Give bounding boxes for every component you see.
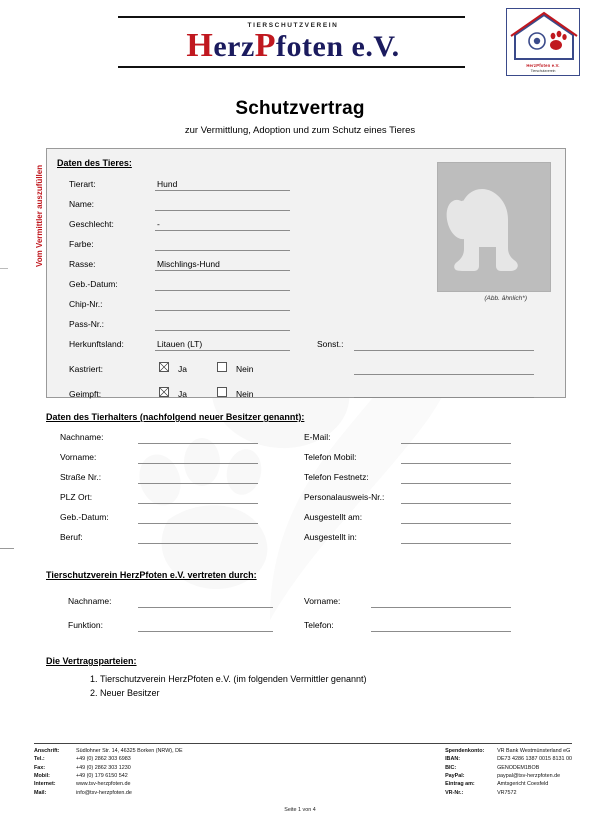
label-geimpft-ja: Ja bbox=[178, 389, 187, 399]
footer-value: Südlohner Str. 14, 46325 Borken (NRW), DE bbox=[76, 747, 183, 754]
label-sonst: Sonst.: bbox=[317, 339, 344, 349]
underline-ausgestellt-in[interactable] bbox=[401, 543, 511, 544]
list-item: 1. Tierschutzverein HerzPfoten e.V. (im folgenden Vermittler genannt) bbox=[100, 674, 566, 684]
holder-fields bbox=[46, 430, 566, 556]
underline-telefon-festnetz[interactable] bbox=[401, 483, 511, 484]
footer-key: PayPal: bbox=[445, 772, 465, 779]
label-chip-nr: Chip-Nr.: bbox=[69, 299, 103, 309]
underline-chip-nr[interactable] bbox=[155, 310, 290, 311]
dog-silhouette-icon bbox=[438, 163, 550, 291]
label-geschlecht: Geschlecht: bbox=[69, 219, 114, 229]
badge-house-icon bbox=[507, 9, 581, 65]
footer-value[interactable]: www.tsv-herzpfoten.de bbox=[76, 781, 131, 788]
label-plz-ort: PLZ Ort: bbox=[60, 492, 93, 502]
label-rasse: Rasse: bbox=[69, 259, 96, 269]
underline-plz-ort[interactable] bbox=[138, 503, 258, 504]
label-kastriert-ja: Ja bbox=[178, 364, 187, 374]
underline-name[interactable] bbox=[155, 210, 290, 211]
footer-value: GENODEM1BOB bbox=[497, 764, 540, 771]
vermittler-note: Vom Vermittler auszufüllen bbox=[35, 164, 44, 267]
logo-subtitle: TIERSCHUTZVEREIN bbox=[247, 22, 339, 29]
label-name: Name: bbox=[69, 199, 95, 209]
label-geimpft-nein: Nein bbox=[236, 389, 254, 399]
page-title: Schutzvertrag bbox=[235, 98, 365, 119]
logo-erz: erz bbox=[213, 30, 255, 63]
footer-key: Anschrift: bbox=[34, 747, 60, 754]
footer-value: +49 (0) 179 6150 542 bbox=[76, 772, 128, 779]
value-geschlecht[interactable]: - bbox=[157, 219, 160, 229]
footer-value: VR Bank Westmünsterland eG bbox=[497, 747, 571, 754]
underline-email[interactable] bbox=[401, 443, 511, 444]
logo-foten: foten e.V. bbox=[276, 30, 400, 63]
underline-rep-telefon[interactable] bbox=[371, 631, 511, 632]
label-pass-nr: Pass-Nr.: bbox=[69, 319, 104, 329]
header-rule-top bbox=[118, 16, 465, 18]
label-rep-nachname: Nachname: bbox=[68, 596, 112, 606]
label-herkunftsland: Herkunftsland: bbox=[69, 339, 124, 349]
underline-geb-datum[interactable] bbox=[155, 290, 290, 291]
label-vorname: Vorname: bbox=[60, 452, 97, 462]
underline-sonst-2[interactable] bbox=[354, 374, 534, 375]
underline-rep-vorname[interactable] bbox=[371, 607, 511, 608]
footer-key: Spendenkonto: bbox=[445, 747, 485, 754]
footer-key: Internet: bbox=[34, 781, 56, 788]
value-tierart[interactable]: Hund bbox=[157, 179, 178, 189]
checkbox-geimpft-ja[interactable] bbox=[159, 387, 169, 397]
label-rep-vorname: Vorname: bbox=[304, 596, 341, 606]
footer-value[interactable]: info@tsv-herzpfoten.de bbox=[76, 789, 132, 796]
logo-wordmark bbox=[128, 27, 458, 65]
underline-personalausweis-nr[interactable] bbox=[401, 503, 511, 504]
underline-rasse[interactable] bbox=[155, 270, 290, 271]
footer-key: Eintrag am: bbox=[445, 781, 475, 788]
footer-value: Amtsgericht Coesfeld bbox=[497, 781, 549, 788]
parties-section-title: Die Vertragsparteien: bbox=[46, 656, 137, 666]
logo-letter-h: H bbox=[186, 27, 214, 64]
footer-key: Tel.: bbox=[34, 756, 45, 763]
logo-letter-p: P bbox=[254, 27, 277, 64]
label-telefon-festnetz: Telefon Festnetz: bbox=[304, 472, 369, 482]
label-rep-funktion: Funktion: bbox=[68, 620, 103, 630]
underline-holder-geb-datum[interactable] bbox=[138, 523, 258, 524]
footer-key: Mobil: bbox=[34, 772, 50, 779]
label-ausgestellt-am: Ausgestellt am: bbox=[304, 512, 363, 522]
label-holder-geb-datum: Geb.-Datum: bbox=[60, 512, 109, 522]
label-beruf: Beruf: bbox=[60, 532, 83, 542]
footer-key: IBAN: bbox=[445, 756, 461, 763]
underline-farbe[interactable] bbox=[155, 250, 290, 251]
holder-section bbox=[46, 412, 566, 698]
footer-value: VR7572 bbox=[497, 789, 517, 796]
page-number: Seite 1 von 4 bbox=[284, 807, 316, 813]
organization-logo bbox=[128, 22, 458, 65]
underline-strasse-nr[interactable] bbox=[138, 483, 258, 484]
label-personalausweis-nr: Personalausweis-Nr.: bbox=[304, 492, 385, 502]
holder-section-title: Daten des Tierhalters (nachfolgend neuer Besitzer genannt): bbox=[46, 412, 305, 422]
footer-value: +49 (0) 2862 303 6983 bbox=[76, 756, 131, 763]
footer-value: +49 (0) 2862 303 1230 bbox=[76, 764, 131, 771]
document-header bbox=[20, 14, 580, 76]
label-nachname: Nachname: bbox=[60, 432, 104, 442]
parties-list bbox=[46, 674, 566, 698]
label-kastriert-nein: Nein bbox=[236, 364, 254, 374]
animal-section-title: Daten des Tieres: bbox=[57, 158, 132, 168]
footer-key: BIC: bbox=[445, 764, 457, 771]
underline-beruf[interactable] bbox=[138, 543, 258, 544]
footer-right-column bbox=[445, 747, 572, 797]
label-telefon-mobil: Telefon Mobil: bbox=[304, 452, 357, 462]
underline-pass-nr[interactable] bbox=[155, 330, 290, 331]
checkbox-kastriert-ja[interactable] bbox=[159, 362, 169, 372]
label-ausgestellt-in: Ausgestellt in: bbox=[304, 532, 357, 542]
animal-data-box bbox=[35, 148, 566, 399]
underline-vorname[interactable] bbox=[138, 463, 258, 464]
label-rep-telefon: Telefon: bbox=[304, 620, 334, 630]
underline-geschlecht[interactable] bbox=[155, 230, 290, 231]
animal-photo bbox=[437, 162, 551, 292]
value-rasse[interactable]: Mischlings-Hund bbox=[157, 259, 220, 269]
label-email: E-Mail: bbox=[304, 432, 331, 442]
header-rule-bottom bbox=[118, 66, 465, 68]
label-strasse-nr: Straße Nr.: bbox=[60, 472, 102, 482]
document-footer bbox=[34, 743, 572, 797]
label-kastriert: Kastriert: bbox=[69, 364, 104, 374]
label-farbe: Farbe: bbox=[69, 239, 94, 249]
footer-key: VR-Nr.: bbox=[445, 789, 464, 796]
footer-value: DE73 4286 1387 0015 8131 00 bbox=[497, 756, 572, 763]
underline-rep-funktion[interactable] bbox=[138, 631, 273, 632]
underline-nachname[interactable] bbox=[138, 443, 258, 444]
underline-rep-nachname[interactable] bbox=[138, 607, 273, 608]
photo-caption: (Abb. ähnlich*) bbox=[484, 295, 527, 302]
footer-key: Mail: bbox=[34, 789, 47, 796]
page-subtitle: zur Vermittlung, Adoption und zum Schutz eines Tieres bbox=[184, 125, 416, 136]
badge-caption-line2: HerzPfoten e.V. bbox=[526, 63, 560, 68]
label-geb-datum: Geb.-Datum: bbox=[69, 279, 118, 289]
footer-rule bbox=[34, 743, 572, 744]
footer-value[interactable]: paypal@tsv-herzpfoten.de bbox=[497, 772, 561, 779]
checkbox-kastriert-nein[interactable] bbox=[217, 362, 227, 372]
underline-sonst-3[interactable] bbox=[354, 397, 534, 398]
represented-section-title: Tierschutzverein HerzPfoten e.V. vertreten durch: bbox=[46, 570, 257, 580]
label-tierart: Tierart: bbox=[69, 179, 96, 189]
value-herkunftsland[interactable]: Litauen (LT) bbox=[157, 339, 203, 349]
list-item: 2. Neuer Besitzer bbox=[100, 688, 566, 698]
label-geimpft: Geimpft: bbox=[69, 389, 102, 399]
footer-key: Fax: bbox=[34, 764, 46, 771]
underline-tierart[interactable] bbox=[155, 190, 290, 191]
badge-caption-line1: Tierschutzverein bbox=[530, 69, 556, 73]
checkbox-geimpft-nein[interactable] bbox=[217, 387, 227, 397]
association-badge bbox=[506, 8, 580, 76]
represented-fields bbox=[46, 588, 566, 640]
underline-ausgestellt-am[interactable] bbox=[401, 523, 511, 524]
underline-telefon-mobil[interactable] bbox=[401, 463, 511, 464]
footer-left-column bbox=[34, 747, 183, 797]
underline-sonst[interactable] bbox=[354, 350, 534, 351]
underline-herkunftsland[interactable] bbox=[155, 350, 290, 351]
